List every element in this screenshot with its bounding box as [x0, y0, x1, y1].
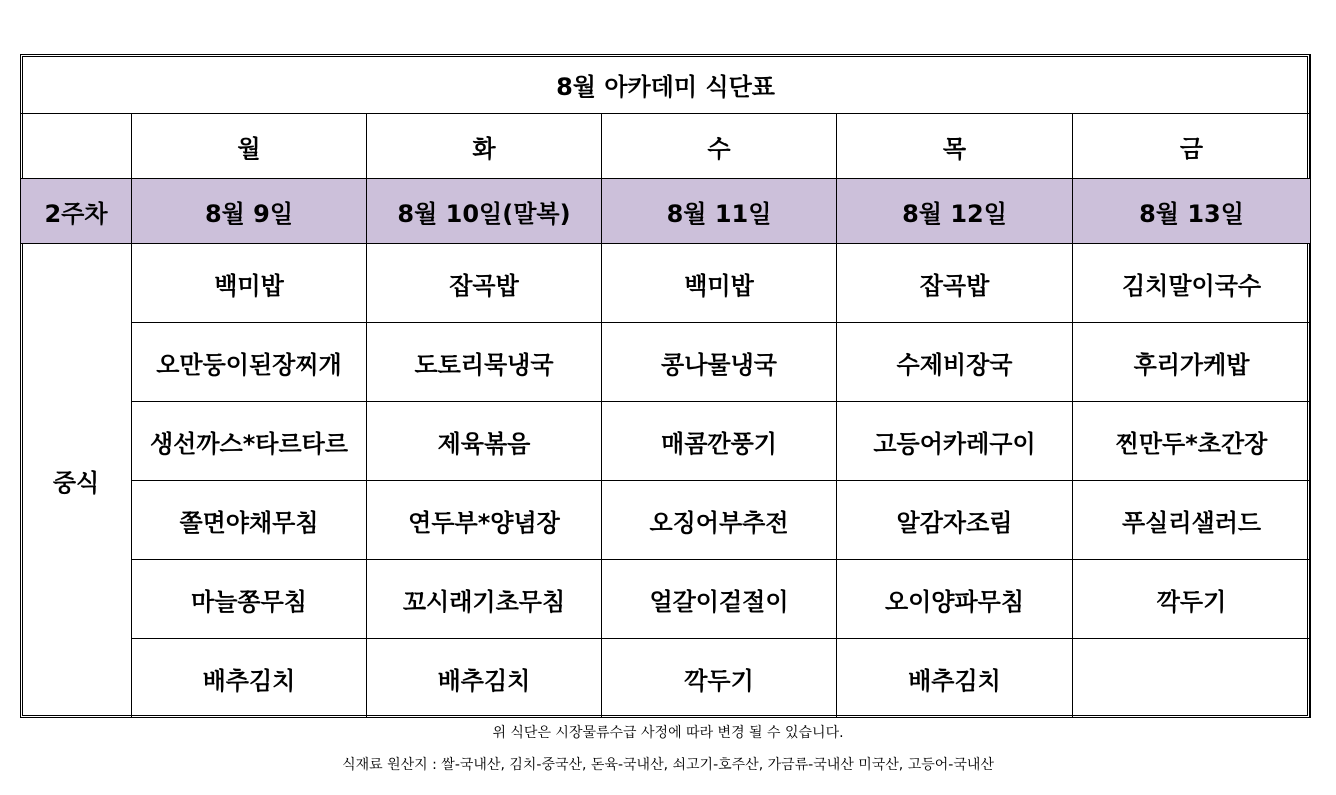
- menu-item: 수제비장국: [837, 323, 1073, 402]
- menu-item: 백미밥: [602, 244, 837, 323]
- week-label: 2주차: [21, 179, 132, 244]
- menu-item: [1073, 639, 1311, 718]
- menu-item: 제육볶음: [367, 402, 602, 481]
- menu-item: 잡곡밥: [837, 244, 1073, 323]
- meal-label: 중식: [21, 244, 132, 718]
- menu-item: 콩나물냉국: [602, 323, 837, 402]
- menu-item: 잡곡밥: [367, 244, 602, 323]
- menu-item: 배추김치: [837, 639, 1073, 718]
- menu-item: 푸실리샐러드: [1073, 481, 1311, 560]
- menu-item: 백미밥: [132, 244, 367, 323]
- date-tue: 8월 10일(말복): [367, 179, 602, 244]
- menu-item: 연두부*양념장: [367, 481, 602, 560]
- corner-cell: [21, 114, 132, 179]
- day-thu: 목: [837, 114, 1073, 179]
- menu-row: [21, 244, 1311, 323]
- date-thu: 8월 12일: [837, 179, 1073, 244]
- menu-item: 생선까스*타르타르: [132, 402, 367, 481]
- menu-item: 깍두기: [602, 639, 837, 718]
- menu-item: 깍두기: [1073, 560, 1311, 639]
- day-fri: 금: [1073, 114, 1311, 179]
- menu-item: 오이양파무침: [837, 560, 1073, 639]
- menu-item: 매콤깐풍기: [602, 402, 837, 481]
- change-notice: 위 식단은 시장물류수급 사정에 따라 변경 될 수 있습니다.: [492, 725, 844, 741]
- menu-item: 쫄면야채무침: [132, 481, 367, 560]
- menu-item: 마늘쫑무침: [132, 560, 367, 639]
- menu-item: 도토리묵냉국: [367, 323, 602, 402]
- day-wed: 수: [602, 114, 837, 179]
- menu-item: 배추김치: [367, 639, 602, 718]
- menu-row: [21, 639, 1311, 718]
- menu-item: 꼬시래기초무침: [367, 560, 602, 639]
- menu-row: [21, 323, 1311, 402]
- menu-item: 오만둥이된장찌개: [132, 323, 367, 402]
- menu-table: [20, 54, 1311, 718]
- menu-item: 배추김치: [132, 639, 367, 718]
- menu-row: [21, 402, 1311, 481]
- menu-item: 후리가케밥: [1073, 323, 1311, 402]
- menu-item: 고등어카레구이: [837, 402, 1073, 481]
- menu-item: 오징어부추전: [602, 481, 837, 560]
- date-row: [21, 179, 1311, 244]
- date-fri: 8월 13일: [1073, 179, 1311, 244]
- date-wed: 8월 11일: [602, 179, 837, 244]
- menu-item: 얼갈이겉절이: [602, 560, 837, 639]
- menu-row: [21, 560, 1311, 639]
- menu-item: 알감자조림: [837, 481, 1073, 560]
- weekday-header-row: [21, 114, 1311, 179]
- day-tue: 화: [367, 114, 602, 179]
- menu-row: [21, 481, 1311, 560]
- origin-notice: 식재료 원산지 : 쌀-국내산, 김치-중국산, 돈육-국내산, 쇠고기-호주산, 가금류-국내산 미국산, 고등어-국내산: [342, 757, 994, 773]
- menu-item: 찐만두*초간장: [1073, 402, 1311, 481]
- page-title: 8월 아카데미 식단표: [21, 55, 1311, 114]
- day-mon: 월: [132, 114, 367, 179]
- menu-item: 김치말이국수: [1073, 244, 1311, 323]
- date-mon: 8월 9일: [132, 179, 367, 244]
